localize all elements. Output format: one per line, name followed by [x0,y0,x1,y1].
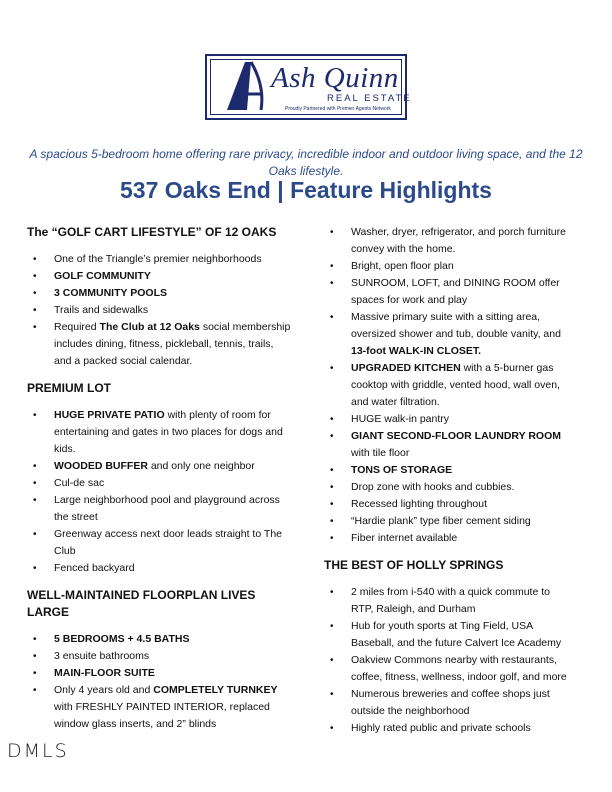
feature-item [324,258,574,275]
feature-text: Fiber internet available [351,532,458,544]
feature-item [27,251,293,268]
feature-text: Large neighborhood pool and playground across the street [54,494,280,523]
feature-text: Cul-de sac [54,477,105,489]
feature-item [324,462,574,479]
feature-item [27,407,293,458]
left-column [27,224,293,733]
feature-item [324,479,574,496]
feature-item [324,309,574,360]
feature-text-bold: GOLF COMMUNITY [54,270,151,282]
feature-text: “Hardie plank” type fiber cement siding [351,515,531,527]
section-lifestyle [27,224,293,370]
feature-text: Oakview Commons nearby with restaurants, coffee, fitness, wellness, indoor golf, and more [351,654,567,683]
feature-list [27,407,293,577]
feature-text: Hub for youth sports at Ting Field, USA Baseball, and the future Calvert Ice Academy [351,620,562,649]
feature-text: Greenway access next door leads straight to The Club [54,528,283,557]
feature-text: Recessed lighting throughout [351,498,488,510]
feature-item [324,652,574,686]
feature-item [324,496,574,513]
feature-text: social membership includes dining, fitness, pickleball, tennis, trails, and a packed social calendar. [54,321,291,367]
feature-item [324,720,574,737]
feature-item [324,513,574,530]
logo-tagline: Proudly Partnered with Premier Agents Network [285,106,391,112]
feature-text-bold: WOODED BUFFER [54,460,148,472]
brand-logo [205,54,412,120]
feature-text: with a 5-burner gas cooktop with griddle, vented hood, wall oven, and water filtration. [351,362,560,408]
feature-item [324,584,574,618]
feature-item [27,526,293,560]
logo-a-monogram-icon [221,58,269,114]
feature-item [324,428,574,462]
feature-text-bold: 5 BEDROOMS + 4.5 BATHS [54,633,190,645]
logo-name: Ash Quinn [271,62,399,94]
feature-text: Washer, dryer, refrigerator, and porch furniture convey with the home. [351,226,566,255]
feature-text: 2 miles from i-540 with a quick commute to RTP, Raleigh, and Durham [351,586,550,615]
feature-item [27,475,293,492]
feature-text-bold: 3 COMMUNITY POOLS [54,287,167,299]
feature-item [324,530,574,547]
feature-item [27,492,293,526]
feature-text-bold: TONS OF STORAGE [351,464,453,476]
feature-text: Numerous breweries and coffee shops just outside the neighborhood [351,688,550,717]
feature-text: with FRESHLY PAINTED INTERIOR, replaced window glass inserts, and 2” blinds [54,701,270,730]
feature-item [324,275,574,309]
feature-text: Massive primary suite with a sitting area, oversized shower and tub, double vanity, and [351,311,561,340]
feature-text: Bright, open floor plan [351,260,454,272]
feature-item [324,686,574,720]
feature-item [27,285,293,302]
section-heading: The “GOLF CART LIFESTYLE” OF 12 OAKS [27,225,277,239]
logo-subtitle: REAL ESTATE [327,93,412,104]
feature-text: with tile floor [351,447,410,459]
feature-item [27,682,293,733]
feature-text: Drop zone with hooks and cubbies. [351,481,515,493]
feature-text: Trails and sidewalks [54,304,149,316]
feature-item [27,665,293,682]
feature-item [324,411,574,428]
feature-text: 3 ensuite bathrooms [54,650,150,662]
feature-list [324,584,574,737]
feature-text: Fenced backyard [54,562,135,574]
feature-text-bold: MAIN-FLOOR SUITE [54,667,155,679]
feature-text-bold: COMPLETELY TURNKEY [153,684,278,696]
feature-item [27,458,293,475]
feature-list [324,224,574,547]
feature-list [27,631,293,733]
page-title: 537 Oaks End | Feature Highlights [120,177,492,203]
feature-item [324,618,574,652]
section-heading: THE BEST OF HOLLY SPRINGS [324,558,504,572]
feature-text: Highly rated public and private schools [351,722,531,734]
feature-text: One of the Triangle’s premier neighborhoods [54,253,262,265]
feature-text-bold: HUGE PRIVATE PATIO [54,409,165,421]
feature-text-bold: 13-foot WALK-IN CLOSET. [351,345,482,357]
section-floorplan-continued [324,224,574,547]
section-floorplan [27,587,293,733]
section-heading: WELL-MAINTAINED FLOORPLAN LIVES LARGE [27,588,256,619]
intro-text: A spacious 5-bedroom home offering rare privacy, incredible indoor and outdoor living space, and the 12 Oaks lifestyle. [29,147,583,178]
right-column [324,224,574,737]
feature-text: Required [54,321,100,333]
feature-text: and only one neighbor [147,460,255,472]
section-heading: PREMIUM LOT [27,381,111,395]
feature-item [324,360,574,411]
feature-item [27,631,293,648]
feature-item [27,560,293,577]
feature-text-bold: UPGRADED KITCHEN [351,362,461,374]
feature-text: HUGE walk-in pantry [351,413,450,425]
mls-watermark: DMLS [7,740,69,762]
section-premium-lot [27,380,293,577]
feature-item [27,648,293,665]
feature-item [27,319,293,370]
feature-text-bold: GIANT SECOND-FLOOR LAUNDRY ROOM [351,430,561,442]
feature-item [27,268,293,285]
section-holly-springs [324,557,574,737]
feature-text: with plenty of room for entertaining and gates in two places for dogs and kids. [54,409,283,455]
feature-text: Only 4 years old and [54,684,154,696]
feature-item [324,224,574,258]
feature-text: SUNROOM, LOFT, and DINING ROOM offer spaces for work and play [351,277,560,306]
feature-item [27,302,293,319]
feature-list [27,251,293,370]
feature-text-bold: The Club at 12 Oaks [99,321,200,333]
